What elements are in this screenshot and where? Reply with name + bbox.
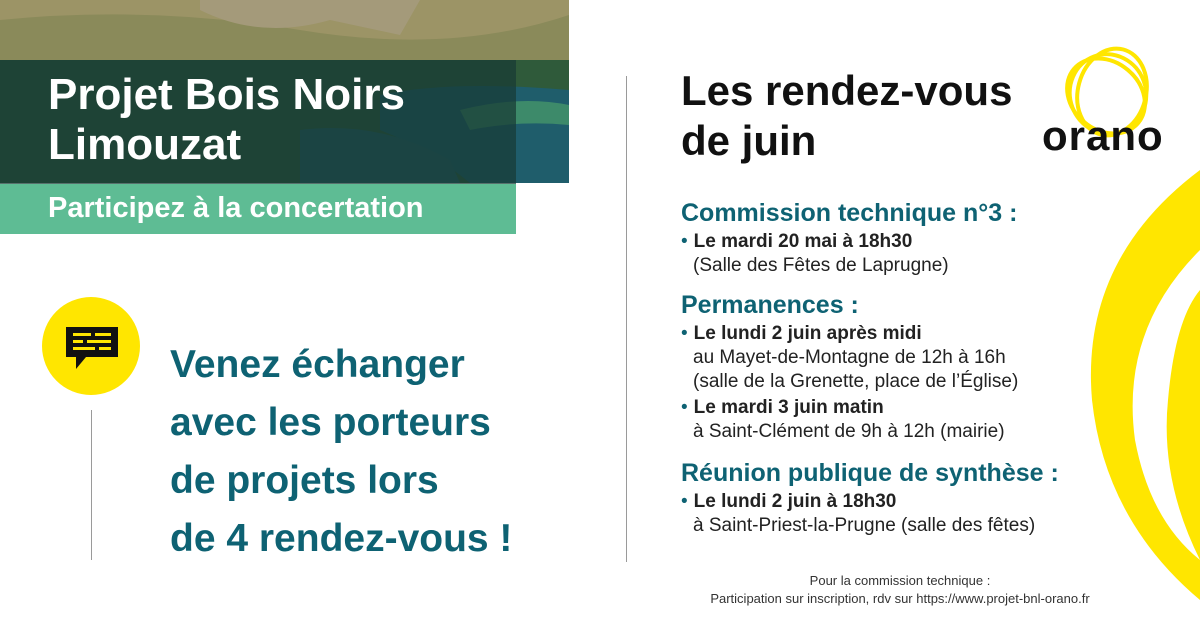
section-title-reunion: Réunion publique de synthèse : [681,459,1059,487]
footer-line: Pour la commission technique : [809,573,991,588]
item-detail: à Saint-Priest-la-Prugne (salle des fêtes) [693,515,1036,536]
bullet: • [681,397,688,418]
item-date: Le lundi 2 juin après midi [693,323,922,344]
bullet: • [681,323,688,344]
item-date: Le mardi 20 mai à 18h30 [693,231,913,252]
list-item [681,230,949,278]
footer-note [640,572,1160,608]
item-detail: à Saint-Clément de 9h à 12h (mairie) [693,421,1005,442]
page-subtitle: Participez à la concertation [48,192,424,224]
item-detail: au Mayet-de-Montagne de 12h à 16h [693,347,1006,368]
invite-text: Venez échanger avec les porteurs de projets lors de 4 rendez-vous ! [170,343,513,560]
list-item [681,396,1005,444]
bullet: • [681,231,688,252]
item-detail: (salle de la Grenette, place de l’Église) [693,371,1019,392]
section-title-commission: Commission technique n°3 : [681,199,1018,227]
item-date: Le lundi 2 juin à 18h30 [693,491,897,512]
list-item [681,322,1018,394]
footer-link-line[interactable]: Participation sur inscription, rdv sur https://www.projet-bnl-orano.fr [710,591,1090,606]
bullet: • [681,491,688,512]
item-detail: (Salle des Fêtes de Laprugne) [693,255,949,276]
agenda-heading: Les rendez-vous de juin [681,67,1013,164]
section-title-permanences: Permanences : [681,291,859,319]
orano-logo-text: orano [1042,112,1164,159]
item-date: Le mardi 3 juin matin [693,397,884,418]
page-title: Projet Bois Noirs Limouzat [48,70,405,169]
list-item [681,490,1035,538]
